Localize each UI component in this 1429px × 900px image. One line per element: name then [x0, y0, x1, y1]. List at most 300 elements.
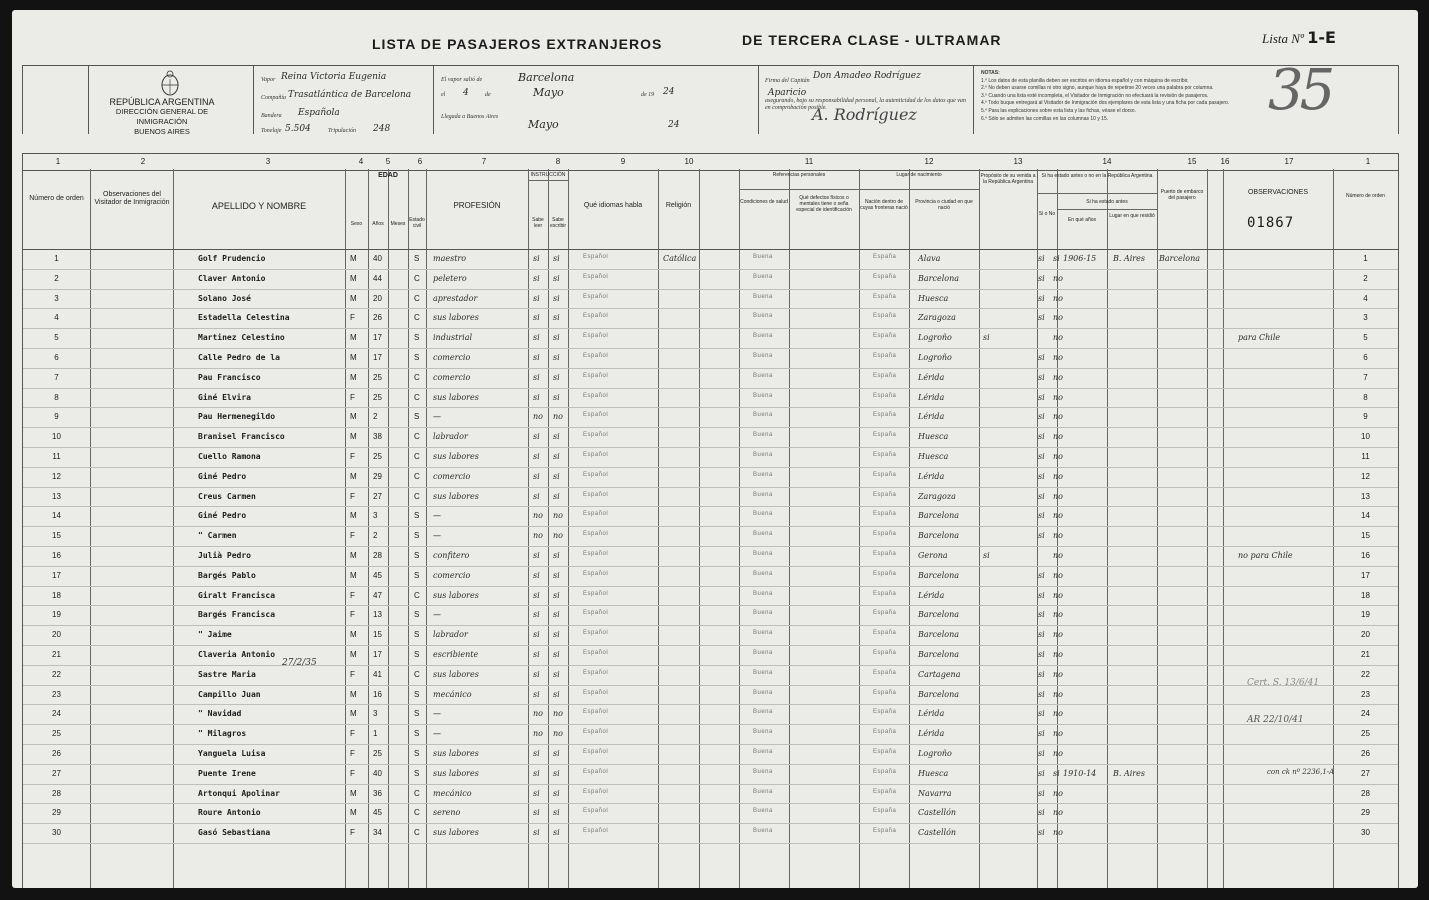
mes-value: Mayo [533, 86, 564, 99]
hdr-profesion: PROFESIÓN [453, 201, 501, 210]
sex: F [350, 590, 355, 600]
hdr-provincia: Provincia o ciudad en que nació [915, 199, 973, 211]
passenger-name: Claveria Antonio [198, 650, 276, 659]
language: Español [583, 689, 609, 696]
row-number: 19 [52, 610, 61, 620]
table-row [23, 566, 1398, 586]
language: Español [583, 531, 609, 538]
hdr-nacion: Nación dentro de cuyas fronteras nació [860, 199, 908, 211]
profession: labrador [433, 630, 468, 640]
passenger-name: Julià Pedro [198, 551, 251, 560]
colnum-7: 7 [481, 157, 487, 166]
sabe-escribir: si [553, 768, 560, 778]
hdr-defectos: Qué defectos físicos o mentales tiene o seña especial de identificación [796, 195, 852, 213]
province: Zaragoza [918, 491, 956, 501]
been-before-2: no [1053, 333, 1063, 343]
health: Buena [753, 452, 773, 458]
colnum-10: 10 [684, 157, 694, 166]
civil-status: C [414, 808, 420, 818]
dia-label: el [441, 92, 446, 98]
sabe-escribir: si [553, 392, 560, 402]
province: Logroño [918, 353, 952, 362]
been-before: si [1038, 808, 1045, 818]
province: Cartagena [918, 669, 961, 679]
civil-status: C [414, 392, 420, 402]
language: Español [583, 749, 609, 755]
salio-label: El vapor salió de [441, 77, 483, 83]
row-number: 20 [52, 630, 61, 640]
nation: España [873, 273, 897, 280]
row-number: 28 [52, 788, 61, 798]
language: Español [583, 709, 609, 716]
row-number: 7 [54, 372, 59, 382]
vapor-label: Vapor [261, 77, 276, 83]
health: Buena [753, 749, 773, 755]
row-number: 2 [54, 273, 59, 283]
capitan-note: asegurando, bajo su responsabilidad personal, la autenticidad de los datos que van en comprobación posible. [765, 98, 966, 111]
colnum-3: 3 [265, 157, 271, 166]
hdr-orden: Número de orden [29, 195, 84, 202]
row-number: 22 [52, 669, 61, 679]
row-number: 4 [54, 313, 59, 323]
age: 25 [373, 749, 382, 758]
nation: España [873, 333, 897, 340]
colnum-13: 13 [1013, 157, 1023, 166]
nation: España [873, 452, 897, 458]
sex: M [350, 808, 357, 818]
table-row [23, 487, 1398, 507]
sex: M [350, 273, 357, 283]
sabe-escribir: si [553, 749, 560, 758]
health: Buena [753, 689, 773, 696]
civil-status: S [414, 551, 420, 560]
sex: F [350, 828, 355, 838]
age: 28 [373, 551, 382, 560]
row-number: 12 [52, 471, 61, 481]
province: Logroño [918, 333, 952, 343]
row-number-right: 20 [1361, 630, 1370, 640]
sabe-leer: no [533, 729, 543, 739]
civil-status: C [414, 828, 420, 838]
been-before-2: no [1053, 412, 1063, 422]
hdr-observaciones: OBSERVACIONES [1247, 189, 1309, 196]
age: 1 [373, 729, 378, 739]
civil-status: C [414, 273, 420, 283]
civil-status: C [414, 590, 420, 600]
language: Español [583, 630, 609, 637]
province: Logroño [918, 749, 952, 758]
sex: M [350, 254, 357, 263]
nation: España [873, 293, 897, 300]
document-subtitle: DE TERCERA CLASE - ULTRAMAR [742, 32, 1002, 48]
row-number: 23 [52, 689, 61, 699]
sex: M [350, 650, 357, 659]
nation: España [873, 412, 897, 419]
hdr-estado: Estado civil [409, 217, 425, 229]
table-row [23, 625, 1398, 645]
de-label: de [485, 92, 491, 98]
sabe-escribir: si [553, 491, 560, 501]
row-number-right: 6 [1363, 353, 1368, 362]
civil-status: S [414, 729, 420, 739]
language: Español [583, 808, 609, 815]
sabe-leer: si [533, 432, 540, 442]
sabe-escribir: si [553, 313, 560, 323]
province: Huesca [918, 452, 949, 461]
health: Buena [753, 570, 773, 577]
language: Español [583, 293, 609, 300]
profession: sus labores [433, 452, 479, 461]
place-resided: B. Aires [1113, 254, 1145, 263]
direccion-name: DIRECCIÓN GENERAL DE INMIGRACIÓN [115, 107, 209, 126]
republic-block [92, 97, 232, 137]
table-row [23, 784, 1398, 804]
civil-status: S [414, 254, 420, 263]
been-before: si [1038, 650, 1045, 659]
profession: — [433, 709, 441, 719]
nation: España [873, 709, 897, 716]
tripulacion-label: Tripulación [328, 128, 357, 134]
nation: España [873, 511, 897, 518]
hdr-referencias: Referencias personales [772, 172, 826, 178]
row-number-right: 11 [1361, 452, 1370, 461]
sabe-leer: si [533, 669, 540, 679]
nation: España [873, 313, 897, 320]
margin-note-1: 27/2/35 [282, 658, 317, 668]
been-before-2: no [1053, 531, 1063, 541]
been-before-2: no [1053, 313, 1063, 323]
health: Buena [753, 551, 773, 557]
health: Buena [753, 788, 773, 795]
sex: F [350, 749, 355, 758]
sabe-escribir: si [553, 610, 560, 620]
health: Buena [753, 313, 773, 320]
dia-value: 4 [463, 88, 469, 98]
row-number: 16 [52, 551, 61, 560]
profession: aprestador [433, 293, 478, 303]
province: Gerona [918, 551, 948, 560]
age: 13 [373, 610, 382, 620]
row-number: 30 [52, 828, 61, 838]
sabe-escribir: si [553, 471, 560, 481]
observaciones-number: 01867 [1247, 215, 1295, 231]
nation: España [873, 828, 897, 835]
hdr-sabe-escribir: Sabe escribir [549, 217, 567, 229]
passenger-name: " Milagros [198, 729, 247, 739]
civil-status: C [414, 432, 420, 442]
nation: España [873, 669, 897, 676]
been-before-2: no [1053, 353, 1063, 362]
nation: España [873, 471, 897, 478]
table-row [23, 586, 1398, 606]
health: Buena [753, 590, 773, 597]
sabe-leer: si [533, 630, 540, 640]
civil-status: C [414, 491, 420, 501]
been-before: si [1038, 471, 1045, 481]
been-before-2: no [1053, 689, 1063, 699]
health: Buena [753, 254, 773, 260]
passenger-table [22, 169, 1399, 888]
bandera-label: Bandera [261, 113, 282, 119]
been-before-2: si [1053, 254, 1060, 263]
province: Lérida [918, 372, 945, 382]
stamped-number: 35 [1268, 58, 1332, 123]
purpose: si [983, 551, 990, 560]
civil-status: S [414, 570, 420, 580]
row-number-right: 5 [1363, 333, 1368, 343]
profession: sus labores [433, 768, 479, 778]
been-before-2: no [1053, 610, 1063, 620]
profession: comercio [433, 353, 471, 362]
profession: sus labores [433, 313, 479, 323]
been-before: si [1038, 313, 1045, 323]
passenger-name: Pau Hermenegildo [198, 412, 276, 422]
bandera-value: Española [298, 108, 340, 118]
nation: España [873, 610, 897, 617]
sabe-leer: si [533, 293, 540, 303]
sabe-escribir: no [553, 531, 563, 541]
table-row [23, 289, 1398, 309]
colnum-2: 2 [140, 157, 146, 166]
compania-value: Trasatlántica de Barcelona [288, 90, 412, 100]
hdr-religion: Religión [665, 202, 692, 209]
health: Buena [753, 808, 773, 815]
profession: — [433, 412, 441, 422]
been-before: si [1038, 709, 1045, 719]
age: 25 [373, 372, 382, 382]
sex: F [350, 768, 355, 778]
sabe-escribir: si [553, 551, 560, 560]
been-before: si [1038, 768, 1045, 778]
sabe-escribir: si [553, 273, 560, 283]
nation: España [873, 531, 897, 538]
profession: labrador [433, 432, 468, 442]
civil-status: S [414, 709, 420, 719]
language: Español [583, 729, 609, 736]
sabe-leer: no [533, 709, 543, 719]
sabe-escribir: si [553, 570, 560, 580]
sex: M [350, 511, 357, 521]
language: Español [583, 669, 609, 676]
been-before: si [1038, 610, 1045, 620]
row-number: 21 [52, 650, 61, 659]
province: Navarra [918, 788, 952, 798]
profession: sus labores [433, 828, 479, 838]
civil-status: C [414, 669, 420, 679]
row-number: 1 [54, 254, 59, 263]
passenger-name: Creus Carmen [198, 491, 256, 501]
sabe-leer: si [533, 689, 540, 699]
sabe-escribir: si [553, 788, 560, 798]
health: Buena [753, 432, 773, 439]
language: Español [583, 273, 609, 280]
sabe-escribir: no [553, 709, 563, 719]
profession: comercio [433, 372, 471, 382]
row-number-right: 19 [1361, 610, 1370, 620]
row-number-right: 13 [1361, 491, 1370, 501]
passenger-name: Claver Antonio [198, 273, 266, 283]
age: 34 [373, 828, 382, 838]
health: Buena [753, 610, 773, 617]
table-row [23, 427, 1398, 447]
sabe-escribir: si [553, 590, 560, 600]
table-row [23, 645, 1398, 665]
been-before: si [1038, 570, 1045, 580]
language: Español [583, 392, 609, 399]
profession: industrial [433, 333, 473, 343]
age: 2 [373, 412, 378, 422]
been-before-2: no [1053, 650, 1063, 659]
colnum-6: 6 [417, 157, 423, 166]
row-number: 18 [52, 590, 61, 600]
purpose: si [983, 333, 990, 343]
age: 47 [373, 590, 382, 600]
sex: M [350, 353, 357, 362]
table-row [23, 407, 1398, 427]
civil-status: S [414, 353, 420, 362]
province: Barcelona [918, 689, 959, 699]
language: Español [583, 491, 609, 498]
row-number-right: 4 [1363, 293, 1368, 303]
hdr-anos: Años [372, 221, 384, 227]
sex: M [350, 788, 357, 798]
row-number: 5 [54, 333, 59, 343]
colnum-4: 4 [358, 157, 364, 166]
table-row [23, 506, 1398, 526]
colnum-1: 1 [55, 157, 61, 166]
sex: F [350, 313, 355, 323]
sex: M [350, 630, 357, 640]
nation: España [873, 491, 897, 498]
language: Español [583, 788, 609, 795]
nation: España [873, 372, 897, 379]
been-before: si [1038, 788, 1045, 798]
language: Español [583, 610, 609, 617]
hdr-lugar-nac: Lugar de nacimiento [896, 172, 942, 178]
language: Español [583, 372, 609, 379]
been-before: si [1038, 491, 1045, 501]
nation: España [873, 808, 897, 815]
nation: España [873, 689, 897, 696]
vapor-value: Reina Victoria Eugenia [281, 72, 387, 82]
sabe-leer: si [533, 372, 540, 382]
civil-status: C [414, 372, 420, 382]
passenger-name: Gasó Sebastiana [198, 828, 271, 838]
passenger-name: Branisel Francisco [198, 432, 285, 442]
age: 17 [373, 333, 382, 343]
profession: maestro [433, 254, 467, 263]
colnum-14: 14 [1102, 157, 1112, 166]
sex: M [350, 471, 357, 481]
been-before-2: no [1053, 729, 1063, 739]
table-row [23, 665, 1398, 685]
capitan-label: Firma del Capitán [765, 78, 810, 84]
language: Español [583, 650, 609, 656]
table-row [23, 467, 1398, 487]
sex: M [350, 570, 357, 580]
language: Español [583, 452, 609, 458]
hdr-sexo: Sexo [350, 221, 363, 227]
llegada-label: Llegada a Buenos Aires [441, 114, 499, 120]
sabe-leer: no [533, 531, 543, 541]
passenger-name: Giralt Francisca [198, 590, 276, 600]
province: Barcelona [918, 610, 959, 620]
row-number-right: 23 [1361, 689, 1370, 699]
sabe-escribir: si [553, 293, 560, 303]
row-number: 6 [54, 353, 59, 362]
passenger-name: " Jaime [198, 630, 232, 640]
sabe-escribir: si [553, 372, 560, 382]
sex: M [350, 689, 357, 699]
captain-signature: A. Rodríguez [812, 105, 917, 124]
sabe-leer: si [533, 313, 540, 323]
province: Lérida [918, 392, 945, 402]
health: Buena [753, 768, 773, 775]
sabe-leer: si [533, 333, 540, 343]
health: Buena [753, 392, 773, 399]
province: Lérida [918, 471, 945, 481]
province: Barcelona [918, 570, 959, 580]
profession: sus labores [433, 590, 479, 600]
sabe-escribir: si [553, 432, 560, 442]
age: 2 [373, 531, 378, 541]
age: 16 [373, 689, 382, 699]
been-before: si [1038, 254, 1045, 263]
nation: España [873, 788, 897, 795]
profession: sus labores [433, 491, 479, 501]
hdr-sabe-leer: Sabe leer [532, 217, 544, 229]
sabe-leer: si [533, 273, 540, 283]
been-before: si [1038, 392, 1045, 402]
sex: M [350, 709, 357, 719]
sabe-leer: si [533, 570, 540, 580]
province: Lérida [918, 709, 945, 719]
colnum-16: 16 [1220, 157, 1230, 166]
sabe-escribir: si [553, 689, 560, 699]
language: Español [583, 828, 609, 835]
passenger-name: " Carmen [198, 531, 237, 541]
row-number: 8 [54, 392, 59, 402]
province: Huesca [918, 768, 949, 778]
nation: España [873, 650, 897, 656]
age: 40 [373, 254, 382, 263]
sex: M [350, 432, 357, 442]
civil-status: C [414, 471, 420, 481]
note-5: 5.º Para las explicaciones sobre esta lista y las fichas, véase el dorso. [981, 107, 1136, 114]
sex: M [350, 551, 357, 560]
province: Huesca [918, 432, 949, 442]
language: Español [583, 333, 609, 340]
table-row [23, 744, 1398, 764]
row-number: 25 [52, 729, 61, 739]
nation: España [873, 551, 897, 557]
sabe-escribir: no [553, 412, 563, 422]
been-before: si [1038, 749, 1045, 758]
row-number: 3 [54, 293, 59, 303]
sabe-escribir: si [553, 630, 560, 640]
province: Huesca [918, 293, 949, 303]
row-number: 26 [52, 749, 61, 758]
age: 36 [373, 788, 382, 798]
passenger-name: Estadella Celestina [198, 313, 290, 323]
language: Español [583, 471, 609, 478]
age: 3 [373, 511, 378, 521]
capitan-value: Don Amadeo Rodríguez [813, 71, 921, 81]
sabe-escribir: no [553, 729, 563, 739]
colnum-9: 9 [620, 157, 626, 166]
margin-note-3: AR 22/10/41 [1247, 715, 1304, 725]
sabe-leer: si [533, 828, 540, 838]
